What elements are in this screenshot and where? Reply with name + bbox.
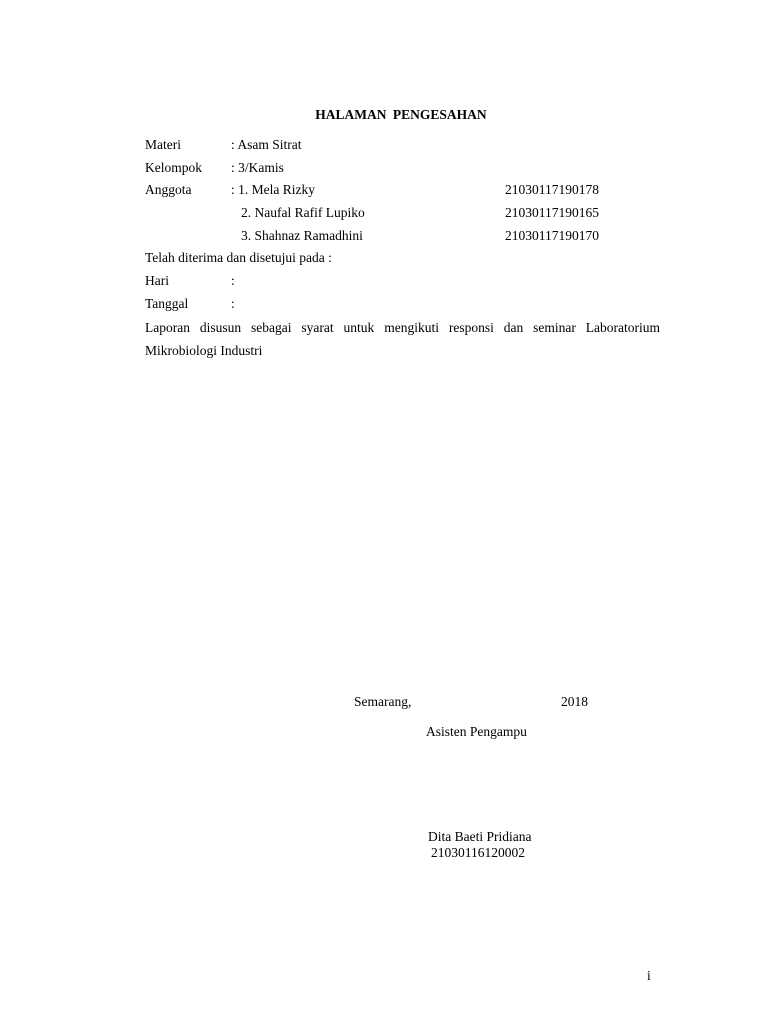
member-name: : 1. Mela Rizky [231, 182, 315, 197]
member-nim: 21030117190178 [505, 182, 599, 197]
anggota-label: Anggota [145, 182, 192, 197]
materi-value: : Asam Sitrat [231, 137, 302, 152]
page-title: HALAMAN PENGESAHAN [315, 107, 487, 122]
signature-role: Asisten Pengampu [426, 724, 527, 739]
hari-value: : [231, 273, 235, 288]
signature-id: 21030116120002 [431, 845, 525, 860]
signature-name: Dita Baeti Pridiana [428, 829, 532, 844]
hari-label: Hari [145, 273, 169, 288]
tanggal-value: : [231, 296, 235, 311]
paragraph-line: Mikrobiologi Industri [145, 343, 263, 358]
approval-text: Telah diterima dan disetujui pada : [145, 250, 332, 265]
signature-city: Semarang, [354, 694, 412, 709]
materi-label: Materi [145, 137, 181, 152]
member-nim: 21030117190170 [505, 228, 599, 243]
kelompok-value: : 3/Kamis [231, 160, 284, 175]
member-name: 2. Naufal Rafif Lupiko [241, 205, 365, 220]
kelompok-label: Kelompok [145, 160, 202, 175]
member-name: 3. Shahnaz Ramadhini [241, 228, 363, 243]
paragraph-line: Laporan disusun sebagai syarat untuk mengikuti responsi dan seminar Laboratorium [145, 320, 660, 335]
report-paragraph [145, 316, 660, 362]
page-number: i [647, 968, 651, 983]
tanggal-label: Tanggal [145, 296, 189, 311]
member-nim: 21030117190165 [505, 205, 599, 220]
signature-year: 2018 [561, 694, 588, 709]
